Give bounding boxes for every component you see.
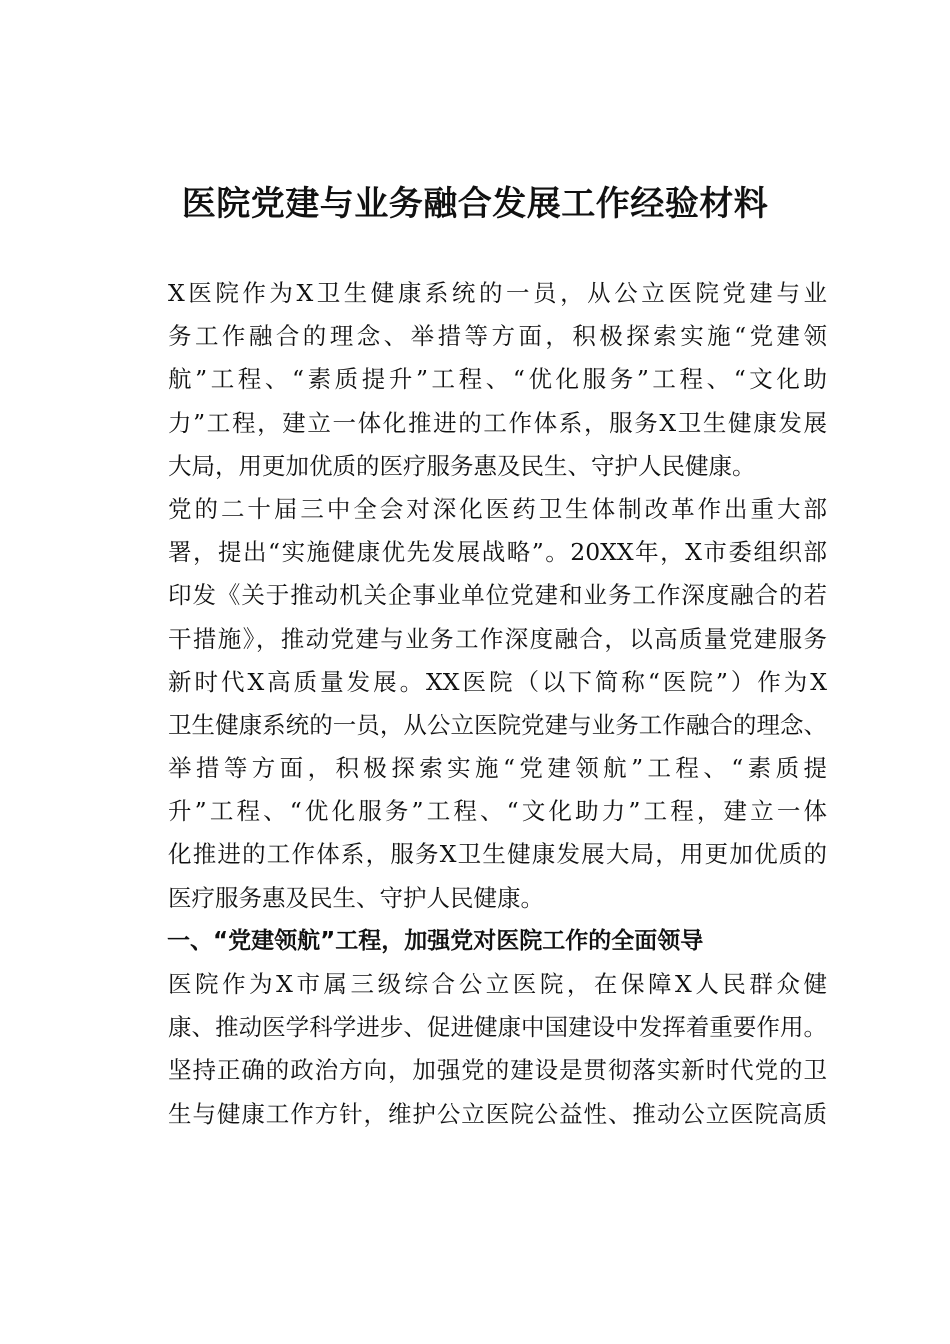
document-body [121, 272, 827, 1136]
intro-paragraph [121, 272, 827, 488]
text-line: 医疗服务惠及民生、守护人民健康。 [168, 883, 544, 912]
text-line: 坚持正确的政治方向，加强党的建设是贯彻落实新时代党的卫 [168, 1056, 827, 1085]
text-line: 化推进的工作体系，服务X卫生健康发展大局，用更加优质的 [168, 840, 827, 869]
text-line: 举措等方面，积极探索实施“党建领航”工程、“素质提 [168, 754, 827, 783]
text-line: 印发《关于推动机关企事业单位党建和业务工作深度融合的若 [168, 581, 827, 610]
text-line: 务工作融合的理念、举措等方面，积极探索实施“党建领 [168, 322, 827, 351]
text-line: X医院作为X卫生健康系统的一员，从公立医院党建与业 [168, 279, 827, 307]
text-line: 卫生健康系统的一员，从公立医院党建与业务工作融合的理念、 [168, 710, 827, 739]
text-line: 生与健康工作方针，维护公立医院公益性、推动公立医院高质 [168, 1099, 827, 1128]
text-line: 干措施》，推动党建与业务工作深度融合，以高质量党建服务 [168, 624, 827, 653]
text-line: 大局，用更加优质的医疗服务惠及民生、守护人民健康。 [168, 451, 756, 480]
text-line: 党的二十届三中全会对深化医药卫生体制改革作出重大部 [168, 494, 827, 523]
text-line: 力”工程，建立一体化推进的工作体系，服务X卫生健康发展 [168, 408, 827, 437]
text-line: 升”工程、“优化服务”工程、“文化助力”工程，建立一体 [168, 797, 827, 826]
section1-paragraph [121, 963, 827, 1136]
text-line: 医院作为X市属三级综合公立医院，在保障X人民群众健 [168, 970, 827, 999]
text-line: 署，提出“实施健康优先发展战略”。20XX年，X市委组织部 [168, 538, 827, 567]
section-heading-1: 一、“党建领航”工程，加强党对医院工作的全面领导 [167, 927, 704, 954]
document-title: 医院党建与业务融合发展工作经验材料 [181, 184, 769, 224]
background-paragraph [121, 488, 827, 920]
text-line: 康、推动医学科学进步、促进健康中国建设中发挥着重要作用。 [168, 1013, 827, 1042]
text-line: 航”工程、“素质提升”工程、“优化服务”工程、“文化助 [168, 365, 827, 394]
text-line: 新时代X高质量发展。XX医院（以下简称“医院”）作为X [168, 667, 827, 696]
